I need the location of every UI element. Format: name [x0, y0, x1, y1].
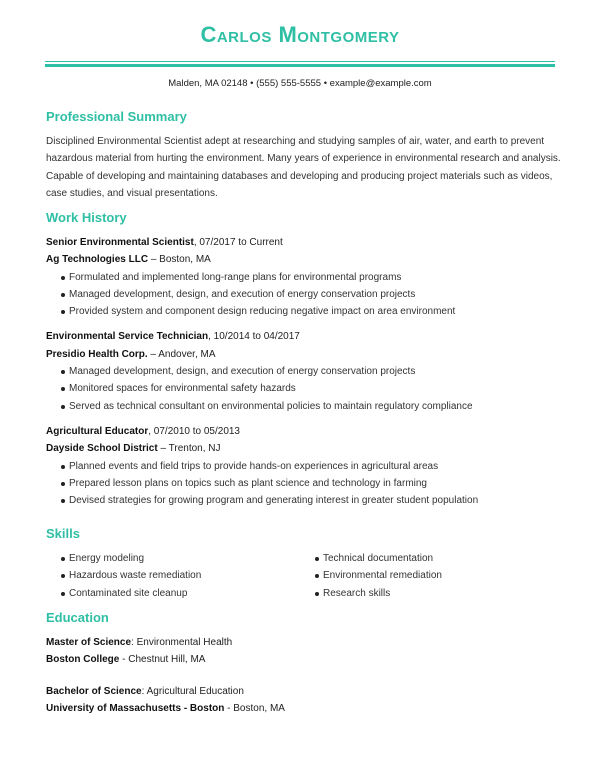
summary-text: Disciplined Environmental Scientist adept at researching and studying samples of air, water, and earth to prevent hazardous material from hurting the environment. Many years of experience in environmental research and analysis. Capable of developing and maintaining databases and developing and producing project materials such as videos, case studies, and visual presentations.	[46, 136, 561, 199]
job-position: Agricultural Educator	[46, 425, 149, 437]
job-bullet: Formulated and implemented long-range plans for environmental programs	[46, 269, 566, 286]
job-title-line	[46, 328, 566, 345]
skill-item: Contaminated site cleanup	[46, 585, 300, 602]
job-dates: , 07/2017 to Current	[193, 237, 283, 248]
contact-info: Malden, MA 02148 • (555) 555-5555 • example@example.com	[168, 78, 432, 89]
job-bullets	[46, 458, 566, 510]
school-line	[46, 700, 566, 717]
candidate-name: Carlos Montgomery	[200, 22, 400, 47]
job-title-line	[46, 234, 566, 251]
skills-section	[46, 526, 566, 602]
job-bullet: Managed development, design, and execution of energy conservation projects	[46, 363, 566, 380]
job-bullet: Planned events and field trips to provide hands-on experiences in agricultural areas	[46, 458, 566, 475]
skill-item: Environmental remediation	[300, 567, 554, 584]
section-title-summary: Professional Summary	[46, 109, 187, 124]
job-entry	[46, 423, 566, 509]
school-line	[46, 651, 566, 668]
job-entry	[46, 234, 566, 320]
header-divider-thick	[45, 64, 555, 67]
job-company-line	[46, 346, 566, 363]
professional-summary-section	[46, 109, 566, 202]
education-entry	[46, 683, 566, 718]
skill-item: Research skills	[300, 585, 554, 602]
job-position: Senior Environmental Scientist	[46, 237, 194, 248]
job-dates: , 10/2014 to 04/2017	[208, 331, 300, 343]
job-bullet: Devised strategies for growing program and generating interest in greater student population	[46, 492, 566, 509]
job-bullet: Monitored spaces for environmental safety hazards	[46, 380, 566, 397]
work-history-section	[46, 210, 566, 517]
job-bullet: Served as technical consultant on environmental policies to maintain regulatory compliance	[46, 398, 566, 415]
school-name: Boston College	[46, 654, 120, 666]
job-location: – Boston, MA	[148, 254, 211, 266]
job-entry	[46, 328, 566, 414]
education-section	[46, 610, 566, 731]
skill-item: Technical documentation	[300, 550, 554, 567]
job-bullet: Prepared lesson plans on topics such as plant science and technology in farming	[46, 475, 566, 492]
school-name: University of Massachusetts - Boston	[46, 702, 225, 714]
job-company: Dayside School District	[46, 443, 158, 455]
school-location: - Boston, MA	[224, 702, 285, 714]
skills-left-column	[46, 550, 300, 602]
job-bullet: Managed development, design, and execution of energy conservation projects	[46, 286, 566, 303]
education-entry	[46, 634, 566, 669]
section-title-skills: Skills	[46, 526, 80, 541]
job-bullets	[46, 363, 566, 415]
job-position: Environmental Service Technician	[46, 331, 209, 343]
degree-line	[46, 683, 566, 700]
job-location: – Trenton, NJ	[157, 443, 221, 455]
section-title-education: Education	[46, 610, 109, 625]
degree-line	[46, 634, 566, 651]
job-company-line	[46, 440, 566, 457]
skill-item: Energy modeling	[46, 550, 300, 567]
skills-right-column	[300, 550, 554, 602]
degree-field: : Agricultural Education	[141, 685, 244, 697]
job-bullet: Provided system and component design reducing negative impact on area environment	[46, 303, 566, 320]
school-location: - Chestnut Hill, MA	[119, 654, 206, 666]
skills-columns	[46, 550, 566, 602]
job-title-line	[46, 423, 566, 440]
skill-item: Hazardous waste remediation	[46, 567, 300, 584]
degree-field: : Environmental Health	[131, 637, 233, 648]
header-divider-thin	[45, 61, 555, 62]
job-company: Presidio Health Corp.	[46, 348, 148, 360]
job-location: – Andover, MA	[147, 348, 216, 360]
degree-name: Bachelor of Science	[46, 685, 142, 697]
job-bullets	[46, 269, 566, 321]
degree-name: Master of Science	[46, 637, 132, 648]
job-company: Ag Technologies LLC	[46, 254, 149, 266]
job-company-line	[46, 251, 566, 268]
job-dates: , 07/2010 to 05/2013	[148, 425, 240, 437]
section-title-work-history: Work History	[46, 210, 127, 225]
